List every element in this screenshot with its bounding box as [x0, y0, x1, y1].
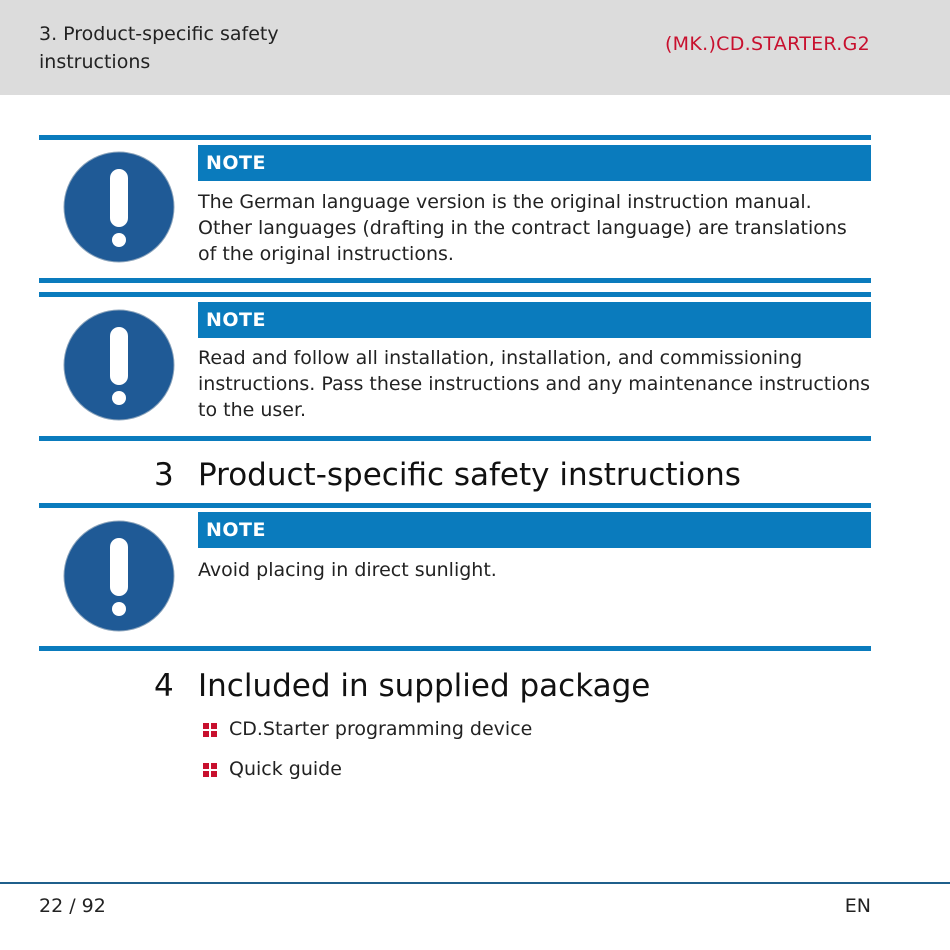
note-bottom-rule [39, 646, 871, 651]
page-header [0, 0, 950, 95]
header-section-title: 3. Product-specific safety instructions [39, 23, 279, 73]
note-block-1 [39, 135, 871, 285]
list-item-label: Quick guide [229, 758, 342, 780]
square-bullet-icon [203, 723, 217, 737]
footer-rule [0, 882, 950, 884]
section-title: Product-specific safety instructions [198, 457, 741, 493]
note-title: NOTE [198, 302, 871, 338]
note-top-rule [39, 503, 871, 508]
exclamation-icon [63, 151, 175, 263]
section-number: 3 [154, 457, 174, 493]
list-item-label: CD.Starter programming device [229, 718, 533, 740]
note-title: NOTE [198, 512, 871, 548]
note-text: Avoid placing in direct sunlight. [198, 559, 497, 581]
square-bullet-icon [203, 763, 217, 777]
note-top-rule [39, 135, 871, 140]
note-text: Read and follow all installation, installation, and commissioning instructions. Pass these instructions and any maintenance instructions to the user. [198, 347, 871, 421]
note-block-3 [39, 503, 871, 655]
section-heading-4 [154, 666, 650, 706]
section-heading-3 [154, 455, 741, 495]
note-bottom-rule [39, 436, 871, 441]
exclamation-icon [63, 520, 175, 632]
exclamation-icon [63, 309, 175, 421]
page-number: 22 / 92 [39, 895, 106, 917]
section-number: 4 [154, 668, 174, 704]
note-text: The German language version is the original instruction manual. Other languages (drafting in the contract language) are translations of the original instructions. [198, 191, 847, 265]
note-bottom-rule [39, 278, 871, 283]
language-code: EN [844, 895, 871, 917]
note-block-2 [39, 292, 871, 444]
note-top-rule [39, 292, 871, 297]
section-title: Included in supplied package [198, 668, 651, 704]
note-title: NOTE [198, 145, 871, 181]
header-product-code: (MK.)CD.STARTER.G2 [664, 33, 870, 55]
